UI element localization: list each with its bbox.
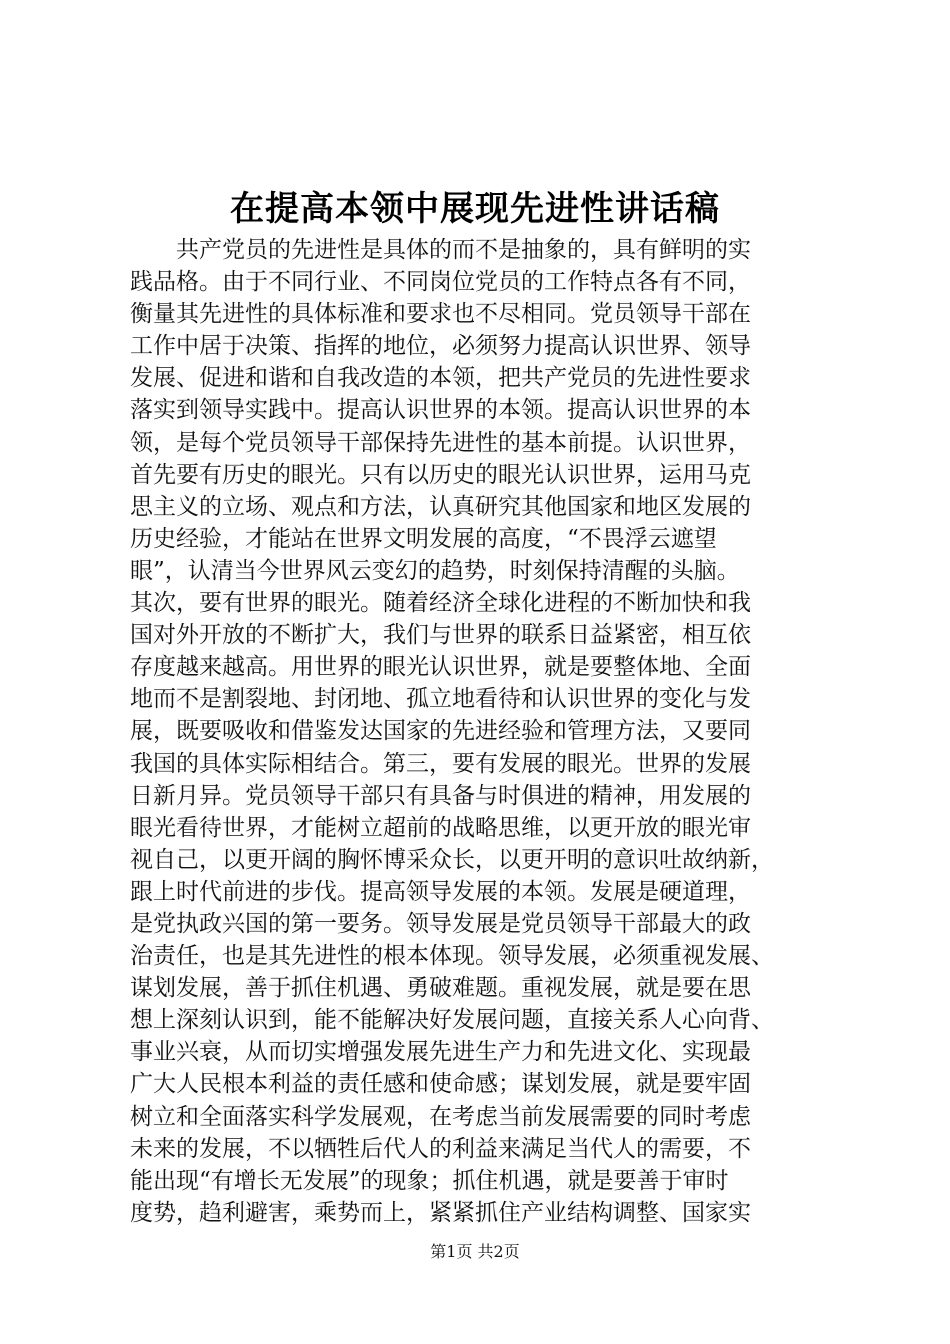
document-body (130, 234, 828, 1229)
body-line: 树立和全面落实科学发展观，在考虑当前发展需要的同时考虑 (130, 1103, 751, 1130)
body-line: 其次，要有世界的眼光。随着经济全球化进程的不断加快和我 (130, 590, 751, 617)
body-line: 思主义的立场、观点和方法，认真研究其他国家和地区发展的 (130, 493, 751, 520)
body-line: 谋划发展，善于抓住机遇、勇破难题。重视发展，就是要在思 (130, 975, 751, 1002)
body-line: 治责任，也是其先进性的根本体现。领导发展，必须重视发展、 (130, 943, 774, 970)
body-line: 事业兴衰，从而切实增强发展先进生产力和先进文化、实现最 (130, 1039, 751, 1066)
body-line: 工作中居于决策、指挥的地位，必须努力提高认识世界、领导 (130, 333, 751, 360)
body-line: 度势，趋利避害，乘势而上，紧紧抓住产业结构调整、国家实 (130, 1199, 751, 1226)
body-line: 展，既要吸收和借鉴发达国家的先进经验和管理方法，又要同 (130, 718, 751, 745)
body-line: 国对外开放的不断扩大，我们与世界的联系日益紧密，相互依 (130, 622, 751, 649)
body-line: 共产党员的先进性是具体的而不是抽象的，具有鲜明的实 (176, 237, 751, 263)
body-line: 能出现“有增长无发展”的现象；抓住机遇，就是要善于审时 (130, 1167, 729, 1194)
body-line: 践品格。由于不同行业、不同岗位党员的工作特点各有不同， (130, 269, 751, 296)
body-line: 我国的具体实际相结合。第三，要有发展的眼光。世界的发展 (130, 750, 751, 777)
body-line: 领，是每个党员领导干部保持先进性的基本前提。认识世界， (130, 429, 751, 456)
body-line: 历史经验，才能站在世界文明发展的高度，“不畏浮云遮望 (130, 525, 717, 552)
page-number-footer: 第1页 共2页 (430, 1242, 520, 1261)
body-line: 广大人民根本利益的责任感和使命感；谋划发展，就是要牢固 (130, 1071, 751, 1098)
body-line: 想上深刻认识到，能不能解决好发展问题，直接关系人心向背、 (130, 1007, 774, 1034)
body-line: 眼”，认清当今世界风云变幻的趋势，时刻保持清醒的头脑。 (130, 557, 740, 584)
document-title: 在提高本领中展现先进性讲话稿 (230, 189, 720, 229)
body-line: 衡量其先进性的具体标准和要求也不尽相同。党员领导干部在 (130, 301, 751, 328)
body-line: 是党执政兴国的第一要务。领导发展是党员领导干部最大的政 (130, 910, 751, 937)
body-line: 日新月异。党员领导干部只有具备与时俱进的精神，用发展的 (130, 782, 751, 809)
body-line: 发展、促进和谐和自我改造的本领，把共产党员的先进性要求 (130, 365, 751, 392)
body-line: 跟上时代前进的步伐。提高领导发展的本领。发展是硬道理， (130, 878, 751, 905)
body-line: 存度越来越高。用世界的眼光认识世界，就是要整体地、全面 (130, 654, 751, 681)
body-line: 眼光看待世界，才能树立超前的战略思维，以更开放的眼光审 (130, 814, 751, 841)
body-line: 未来的发展，不以牺牲后代人的利益来满足当代人的需要，不 (130, 1135, 751, 1162)
body-line: 地而不是割裂地、封闭地、孤立地看待和认识世界的变化与发 (130, 686, 751, 713)
body-line: 视自己，以更开阔的胸怀博采众长，以更开明的意识吐故纳新， (130, 846, 774, 873)
body-line: 首先要有历史的眼光。只有以历史的眼光认识世界，运用马克 (130, 461, 751, 488)
body-line: 落实到领导实践中。提高认识世界的本领。提高认识世界的本 (130, 397, 751, 424)
